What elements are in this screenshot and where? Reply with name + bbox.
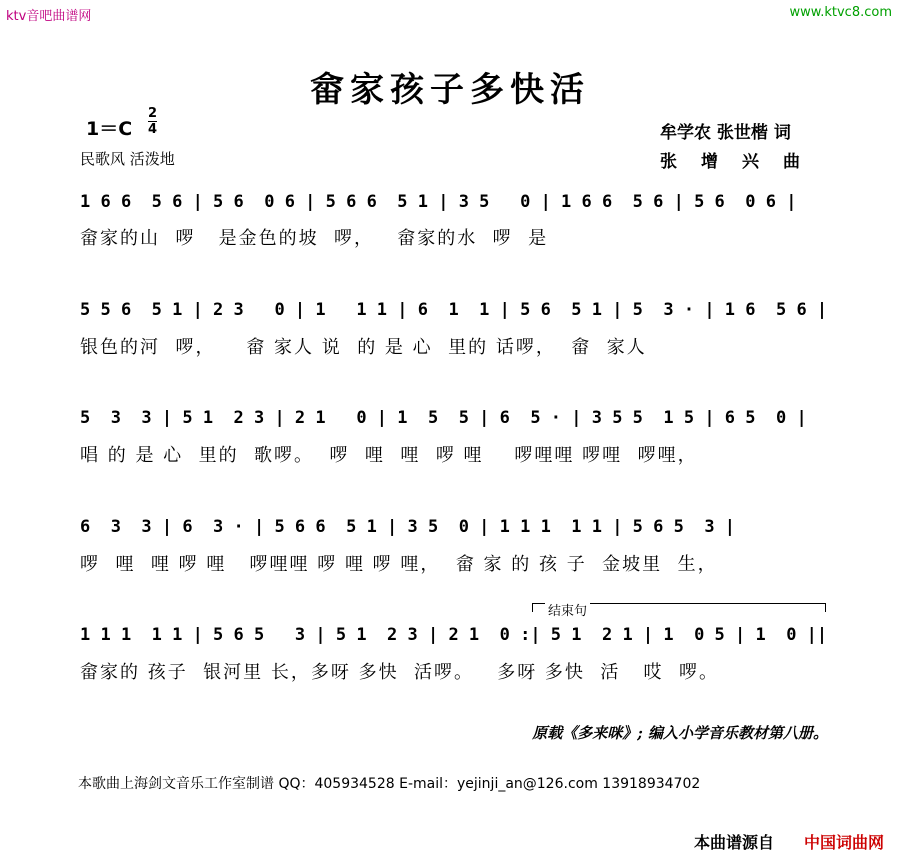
watermark-left: ktv音吧曲谱网 [6, 9, 92, 24]
key-signature: 1＝C [86, 118, 133, 140]
tempo-style: 民歌风 活泼地 [80, 150, 175, 168]
notation-row-3: 5 3 3 | 5 1 2 3 | 2 1 0 | 1 5 5 | 6 5 · | 3 5 5 1 5 | 6 5 0 | [80, 408, 807, 428]
lyrics-row-3: 唱 的 是 心 里的 歌啰。 啰 哩 哩 啰 哩 啰哩哩 啰哩 啰哩， [80, 445, 698, 466]
watermark-right: www.ktvc8.com [789, 5, 892, 20]
song-title: 畲家孩子多快活 [310, 70, 590, 110]
meter-top: 2 [148, 106, 158, 121]
footer-contact: 本歌曲上海剑文音乐工作室制谱 QQ：405934528 E-mail：yejinji_an@126.com 13918934702 [78, 776, 701, 792]
lyrics-row-2: 银色的河 啰， 畲 家人 说 的 是 心 里的 话啰， 畲 家人 [80, 337, 647, 358]
notation-row-4: 6 3 3 | 6 3 · | 5 6 6 5 1 | 3 5 0 | 1 1 1 1 1 | 5 6 5 3 | [80, 517, 736, 537]
lyricist: 牟学农 张世楷 词 [660, 123, 791, 143]
time-signature [148, 106, 157, 137]
meter-bottom: 4 [148, 122, 158, 137]
composer: 张增兴曲 [660, 152, 824, 172]
notation-row-1: 1 6 6 5 6 | 5 6 0 6 | 5 6 6 5 1 | 3 5 0 | 1 6 6 5 6 | 5 6 0 6 | [80, 192, 797, 212]
notation-row-5: 1 1 1 1 1 | 5 6 5 3 | 5 1 2 3 | 2 1 0 :| 5 1 2 1 | 1 0 5 | 1 0 || [80, 625, 828, 645]
notation-row-2: 5 5 6 5 1 | 2 3 0 | 1 1 1 | 6 1 1 | 5 6 5 1 | 5 3 · | 1 6 5 6 | [80, 300, 828, 320]
lyrics-row-1: 畲家的山 啰 是金色的坡 啰， 畲家的水 啰 是 [80, 228, 549, 249]
source-note: 原载《多来咪》; 编入小学音乐教材第八册。 [532, 724, 828, 742]
lyrics-row-5: 畲家的 孩子 银河里 长，多呀 多快 活啰。 多呀 多快 活 哎 啰。 [80, 662, 719, 683]
credit-site-link[interactable]: 中国词曲网 [804, 833, 885, 852]
lyrics-row-4: 啰 哩 哩 啰 哩 啰哩哩 啰 哩 啰 哩， 畲 家 的 孩 子 金坡里 生， [80, 554, 718, 575]
ending-label: 结束句 [545, 600, 590, 619]
credit-source: 本曲谱源自 [694, 833, 775, 852]
